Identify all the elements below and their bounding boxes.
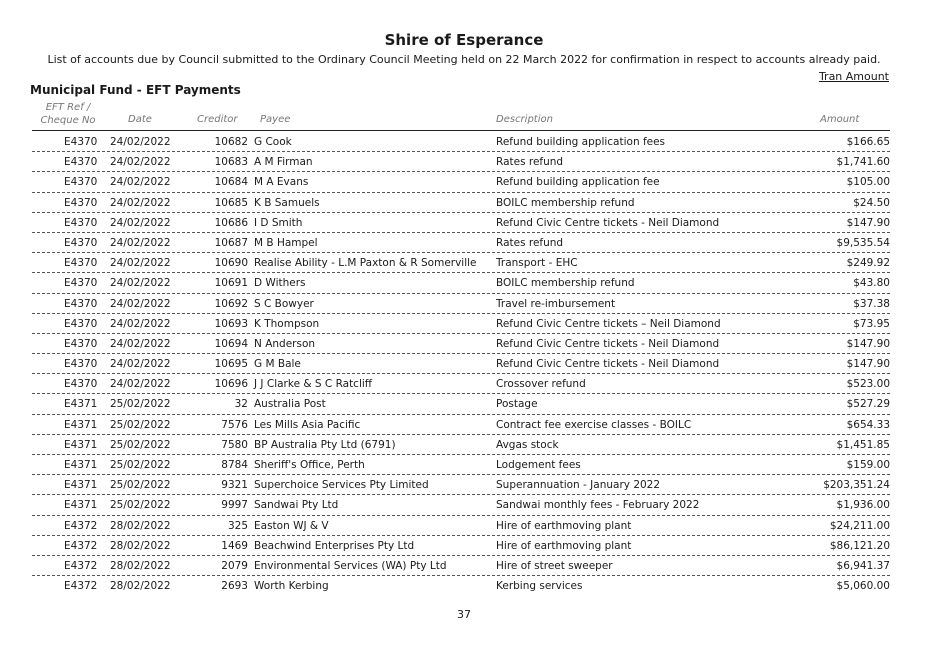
table-row — [32, 152, 890, 172]
table-row — [32, 394, 890, 414]
table-row — [32, 415, 890, 435]
cell-ref: E4370 — [64, 358, 98, 371]
cell-amount: $37.38 — [853, 297, 890, 310]
cell-date: 25/02/2022 — [110, 499, 171, 512]
header-rule — [32, 130, 890, 131]
cell-creditor: 10685 — [214, 196, 248, 209]
cell-description: Hire of earthmoving plant — [496, 519, 632, 532]
cell-creditor: 10686 — [214, 216, 248, 229]
cell-ref: E4371 — [64, 398, 98, 411]
cell-ref: E4371 — [64, 499, 98, 512]
cell-creditor: 325 — [227, 519, 248, 532]
cell-description: BOILC membership refund — [496, 277, 635, 290]
cell-ref: E4370 — [64, 236, 98, 249]
cell-amount: $1,936.00 — [836, 499, 890, 512]
cell-ref: E4370 — [64, 136, 98, 148]
table-row — [32, 576, 890, 595]
header-eft-ref-line2: Cheque No — [40, 115, 96, 126]
cell-payee: G Cook — [254, 136, 292, 148]
cell-date: 24/02/2022 — [110, 297, 171, 310]
cell-amount: $24,211.00 — [829, 519, 890, 532]
table-row — [32, 455, 890, 475]
table-row — [32, 334, 890, 354]
cell-ref: E4370 — [64, 297, 98, 310]
cell-creditor: 10695 — [214, 358, 248, 371]
cell-description: Crossover refund — [496, 378, 586, 391]
cell-creditor: 7576 — [221, 418, 248, 431]
cell-ref: E4370 — [64, 216, 98, 229]
table-row — [32, 193, 890, 213]
cell-description: Sandwai monthly fees - February 2022 — [496, 499, 700, 512]
table-row — [32, 253, 890, 273]
cell-payee: Easton WJ & V — [254, 519, 329, 532]
cell-description: BOILC membership refund — [496, 196, 635, 209]
cell-description: Postage — [496, 398, 538, 411]
cell-creditor: 10691 — [214, 277, 248, 290]
cell-ref: E4371 — [64, 459, 98, 471]
cell-amount: $166.65 — [846, 136, 890, 148]
cell-description: Hire of street sweeper — [496, 559, 613, 572]
cell-creditor: 10682 — [214, 136, 248, 148]
cell-payee: Environmental Services (WA) Pty Ltd — [254, 559, 447, 572]
cell-date: 24/02/2022 — [110, 156, 171, 169]
cell-date: 24/02/2022 — [110, 378, 171, 391]
cell-creditor: 8784 — [221, 459, 248, 471]
cell-date: 24/02/2022 — [110, 358, 171, 371]
document-title: Shire of Esperance — [384, 31, 544, 49]
cell-amount: $105.00 — [846, 176, 890, 189]
table-row — [32, 556, 890, 576]
cell-description: Refund Civic Centre tickets - Neil Diamond — [496, 216, 720, 229]
cell-creditor: 2693 — [221, 580, 248, 593]
table-row — [32, 132, 890, 152]
table-row — [32, 536, 890, 556]
cell-creditor: 9997 — [221, 499, 248, 512]
cell-amount: $147.90 — [846, 216, 890, 229]
cell-date: 24/02/2022 — [110, 136, 171, 148]
cell-ref: E4370 — [64, 317, 98, 330]
cell-payee: BP Australia Pty Ltd (6791) — [254, 438, 396, 451]
cell-date: 24/02/2022 — [110, 216, 171, 229]
table-row — [32, 354, 890, 374]
tran-amount-label: Tran Amount — [818, 70, 889, 83]
table-row — [32, 273, 890, 293]
cell-payee: J J Clarke & S C Ratcliff — [254, 378, 373, 391]
cell-payee: G M Bale — [254, 358, 301, 371]
header-eft-ref-line1: EFT Ref / — [45, 102, 91, 113]
cell-description: Refund Civic Centre tickets - Neil Diamond — [496, 337, 720, 350]
cell-creditor: 1469 — [221, 539, 248, 552]
cell-amount: $24.50 — [853, 196, 890, 209]
cell-ref: E4370 — [64, 176, 98, 189]
cell-description: Rates refund — [496, 156, 564, 169]
cell-amount: $9,535.54 — [836, 236, 890, 249]
cell-date: 24/02/2022 — [110, 196, 171, 209]
cell-amount: $1,741.60 — [836, 156, 890, 169]
cell-creditor: 2079 — [221, 559, 248, 572]
cell-payee: Realise Ability - L.M Paxton & R Somerville — [254, 257, 477, 270]
cell-date: 28/02/2022 — [110, 580, 171, 593]
cell-date: 25/02/2022 — [110, 418, 171, 431]
cell-ref: E4371 — [64, 438, 98, 451]
cell-amount: $147.90 — [846, 337, 890, 350]
fund-section-title: Municipal Fund - EFT Payments — [30, 83, 241, 97]
cell-creditor: 32 — [234, 398, 248, 411]
cell-ref: E4371 — [64, 418, 98, 431]
cell-ref: E4371 — [64, 479, 98, 492]
header-creditor: Creditor — [197, 114, 238, 125]
cell-ref: E4370 — [64, 337, 98, 350]
cell-date: 25/02/2022 — [110, 438, 171, 451]
cell-date: 28/02/2022 — [110, 519, 171, 532]
cell-amount: $73.95 — [853, 317, 890, 330]
page-number: 37 — [457, 608, 471, 621]
cell-payee: Superchoice Services Pty Limited — [254, 479, 429, 492]
cell-creditor: 10692 — [214, 297, 248, 310]
cell-creditor: 10693 — [214, 317, 248, 330]
table-row — [32, 233, 890, 253]
table-row — [32, 314, 890, 334]
cell-payee: N Anderson — [254, 337, 316, 350]
cell-ref: E4372 — [64, 539, 98, 552]
cell-creditor: 9321 — [221, 479, 248, 492]
cell-date: 28/02/2022 — [110, 539, 171, 552]
table-row — [32, 374, 890, 394]
cell-description: Contract fee exercise classes - BOILC — [496, 418, 692, 431]
cell-amount: $6,941.37 — [836, 559, 890, 572]
cell-description: Refund building application fees — [496, 136, 666, 148]
cell-creditor: 10694 — [214, 337, 248, 350]
cell-date: 24/02/2022 — [110, 176, 171, 189]
cell-payee: K Thompson — [254, 317, 320, 330]
cell-amount: $249.92 — [846, 257, 890, 270]
cell-creditor: 7580 — [221, 438, 248, 451]
cell-payee: Worth Kerbing — [254, 580, 329, 593]
cell-creditor: 10696 — [214, 378, 248, 391]
header-eft-ref — [32, 101, 104, 127]
table-row — [32, 516, 890, 536]
cell-amount: $654.33 — [846, 418, 890, 431]
cell-creditor: 10683 — [214, 156, 248, 169]
cell-amount: $159.00 — [846, 459, 890, 471]
table-row — [32, 213, 890, 233]
cell-creditor: 10690 — [214, 257, 248, 270]
cell-date: 25/02/2022 — [110, 479, 171, 492]
cell-description: Refund Civic Centre tickets – Neil Diamond — [496, 317, 721, 330]
cell-amount: $43.80 — [853, 277, 890, 290]
cell-payee: M B Hampel — [254, 236, 318, 249]
cell-amount: $527.29 — [846, 398, 890, 411]
header-payee: Payee — [260, 114, 291, 125]
cell-ref: E4370 — [64, 277, 98, 290]
cell-description: Kerbing services — [496, 580, 583, 593]
cell-payee: Beachwind Enterprises Pty Ltd — [254, 539, 415, 552]
header-amount: Amount — [820, 114, 860, 125]
cell-amount: $1,451.85 — [836, 438, 890, 451]
cell-description: Refund Civic Centre tickets - Neil Diamond — [496, 358, 720, 371]
cell-amount: $203,351.24 — [823, 479, 890, 492]
table-row — [32, 435, 890, 455]
cell-amount: $147.90 — [846, 358, 890, 371]
header-description: Description — [496, 114, 553, 125]
cell-ref: E4370 — [64, 156, 98, 169]
cell-date: 24/02/2022 — [110, 317, 171, 330]
cell-payee: Australia Post — [254, 398, 326, 411]
cell-payee: K B Samuels — [254, 196, 320, 209]
cell-date: 24/02/2022 — [110, 236, 171, 249]
cell-date: 24/02/2022 — [110, 257, 171, 270]
cell-date: 24/02/2022 — [110, 337, 171, 350]
cell-description: Transport - EHC — [496, 257, 578, 270]
cell-payee: S C Bowyer — [254, 297, 314, 310]
cell-description: Rates refund — [496, 236, 564, 249]
cell-date: 25/02/2022 — [110, 398, 171, 411]
cell-payee: M A Evans — [254, 176, 309, 189]
cell-description: Refund building application fee — [496, 176, 660, 189]
cell-payee: Sheriff's Office, Perth — [254, 459, 365, 471]
cell-creditor: 10687 — [214, 236, 248, 249]
cell-creditor: 10684 — [214, 176, 248, 189]
table-row — [32, 172, 890, 192]
cell-ref: E4372 — [64, 580, 98, 593]
cell-date: 24/02/2022 — [110, 277, 171, 290]
cell-ref: E4372 — [64, 519, 98, 532]
cell-ref: E4372 — [64, 559, 98, 572]
cell-description: Hire of earthmoving plant — [496, 539, 632, 552]
cell-payee: Les Mills Asia Pacific — [254, 418, 361, 431]
cell-description: Superannuation - January 2022 — [496, 479, 661, 492]
cell-amount: $5,060.00 — [836, 580, 890, 593]
header-date: Date — [128, 114, 152, 125]
table-row — [32, 475, 890, 495]
cell-ref: E4370 — [64, 378, 98, 391]
cell-payee: Sandwai Pty Ltd — [254, 499, 339, 512]
cell-description: Travel re-imbursement — [496, 297, 616, 310]
cell-ref: E4370 — [64, 196, 98, 209]
cell-payee: I D Smith — [254, 216, 303, 229]
cell-payee: A M Firman — [254, 156, 313, 169]
cell-date: 28/02/2022 — [110, 559, 171, 572]
cell-amount: $86,121.20 — [829, 539, 890, 552]
table-row — [32, 495, 890, 515]
cell-payee: D Withers — [254, 277, 306, 290]
cell-ref: E4370 — [64, 257, 98, 270]
cell-date: 25/02/2022 — [110, 459, 171, 471]
cell-description: Avgas stock — [496, 438, 559, 451]
payments-table-body — [32, 132, 890, 595]
table-row — [32, 294, 890, 314]
document-subtitle: List of accounts due by Council submitted to the Ordinary Council Meeting held on 22 March 2022 for confirmation in respect to accounts already paid. — [47, 53, 881, 66]
cell-description: Lodgement fees — [496, 459, 581, 471]
cell-amount: $523.00 — [846, 378, 890, 391]
